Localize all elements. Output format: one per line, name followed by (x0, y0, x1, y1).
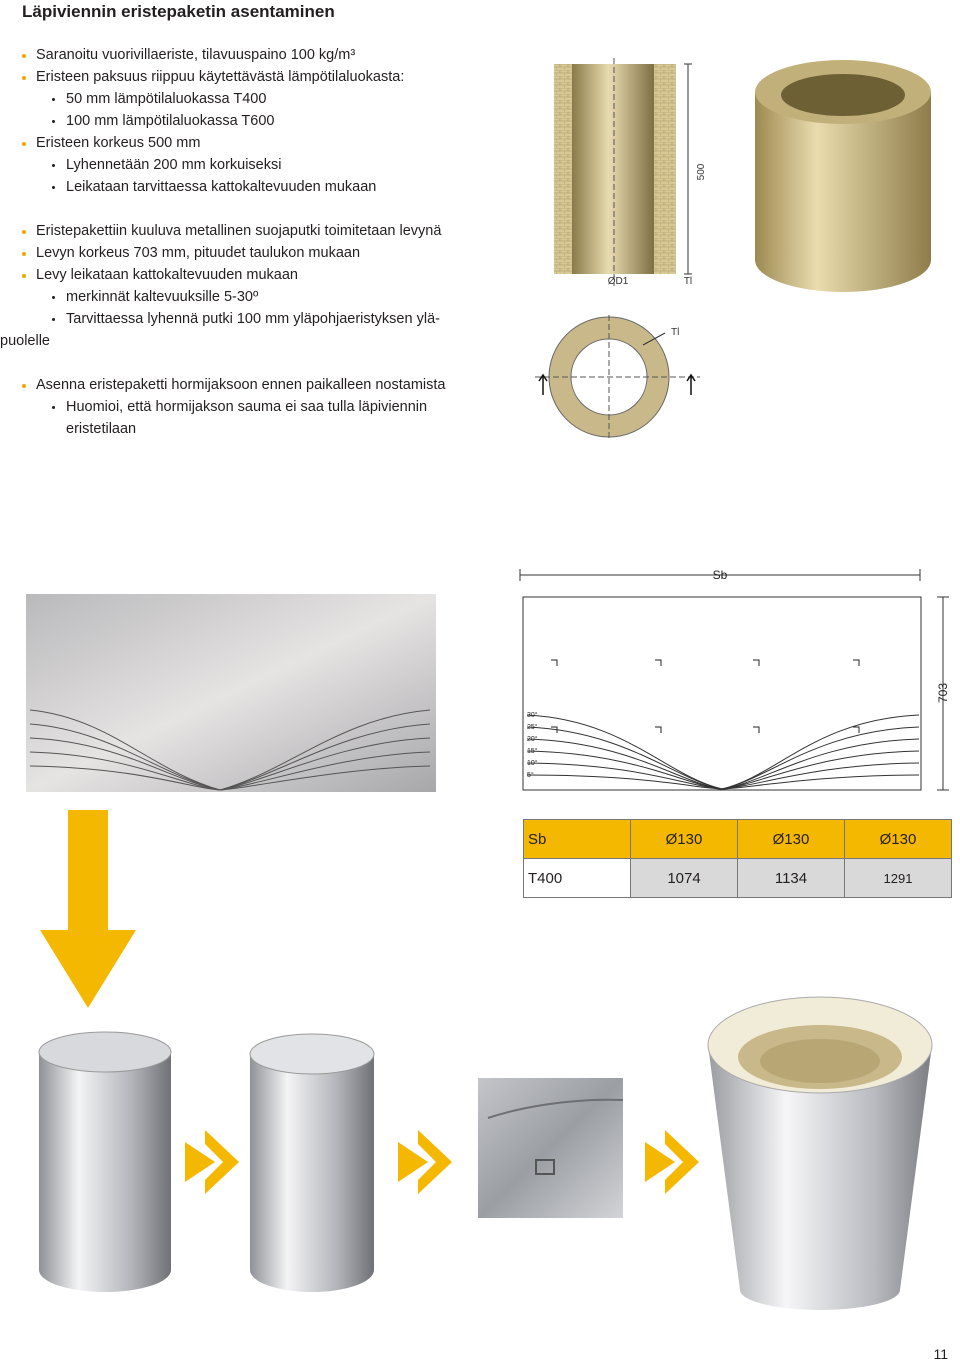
insulation-cylinder-image (740, 40, 945, 300)
right-arrow-icon (185, 1130, 240, 1195)
page-title: Läpiviennin eristepaketin asentaminen (22, 2, 335, 21)
list-item: merkinnät kaltevuuksille 5-30º (22, 286, 522, 308)
slope-label: 10° (527, 760, 538, 767)
sb-label: Sb (712, 568, 728, 582)
tl-label-2: Tl (671, 327, 680, 338)
table-cell: 1074 (631, 859, 738, 898)
list-item: Eristeen paksuus riippuu käytettävästä lämpötilaluokasta: (22, 66, 522, 88)
table-header-cell: Sb (524, 820, 631, 859)
table-cell: 1291 (845, 859, 952, 898)
table-header-cell: Ø130 (845, 820, 952, 859)
seam-detail-photo (478, 1078, 623, 1218)
slope-label: 25° (527, 724, 538, 731)
bullet-list (0, 44, 522, 440)
d1-label: ØD1 (607, 276, 629, 287)
right-arrow-icon (398, 1130, 453, 1195)
table-cell: 1134 (738, 859, 845, 898)
installed-package-photo (700, 985, 940, 1315)
table-cell: T400 (524, 859, 631, 898)
height-label: 500 (696, 163, 707, 181)
list-item: Saranoitu vuorivillaeriste, tilavuuspaino 100 kg/m³ (22, 44, 522, 66)
list-item: Eristepakettiin kuuluva metallinen suojaputki toimitetaan levynä (22, 220, 522, 242)
list-item: 100 mm lämpötilaluokassa T600 (22, 110, 522, 132)
slope-label: 5° (527, 772, 534, 779)
steel-tube-photo-2 (242, 1030, 382, 1300)
slope-label: 15° (527, 748, 538, 755)
list-item: Huomioi, että hormijakson sauma ei saa tulla läpiviennin eristetilaan (22, 396, 486, 440)
sheet-drawing (515, 565, 960, 800)
table-header-cell: Ø130 (738, 820, 845, 859)
list-item: 50 mm lämpötilaluokassa T400 (22, 88, 522, 110)
list-item: Levy leikataan kattokaltevuuden mukaan (22, 264, 522, 286)
list-item: Asenna eristepaketti hormijaksoon ennen paikalleen nostamista (22, 374, 522, 396)
slope-label: 20° (527, 736, 538, 743)
list-item: Leikataan tarvittaessa kattokaltevuuden mukaan (22, 176, 522, 198)
table-header-cell: Ø130 (631, 820, 738, 859)
steel-sheet-photo (20, 590, 440, 795)
ring-section-diagram (535, 315, 710, 445)
insulation-section-diagram (548, 58, 718, 298)
list-item: Lyhennetään 200 mm korkuiseksi (22, 154, 522, 176)
right-arrow-icon (645, 1130, 700, 1195)
page-number: 11 (933, 1346, 948, 1362)
tl-label: Tl (683, 276, 693, 287)
down-arrow-icon (38, 810, 138, 1010)
slope-label: 30° (527, 712, 538, 719)
length-table (523, 819, 952, 898)
list-item-continuation: puolelle (0, 333, 50, 349)
list-item: Eristeen korkeus 500 mm (22, 132, 522, 154)
steel-tube-photo (25, 1030, 190, 1300)
plate-height-label: 703 (936, 682, 950, 704)
list-item: Tarvittaessa lyhennä putki 100 mm yläpohjaeristyksen ylä- (22, 308, 522, 330)
list-item: Levyn korkeus 703 mm, pituudet taulukon mukaan (22, 242, 522, 264)
